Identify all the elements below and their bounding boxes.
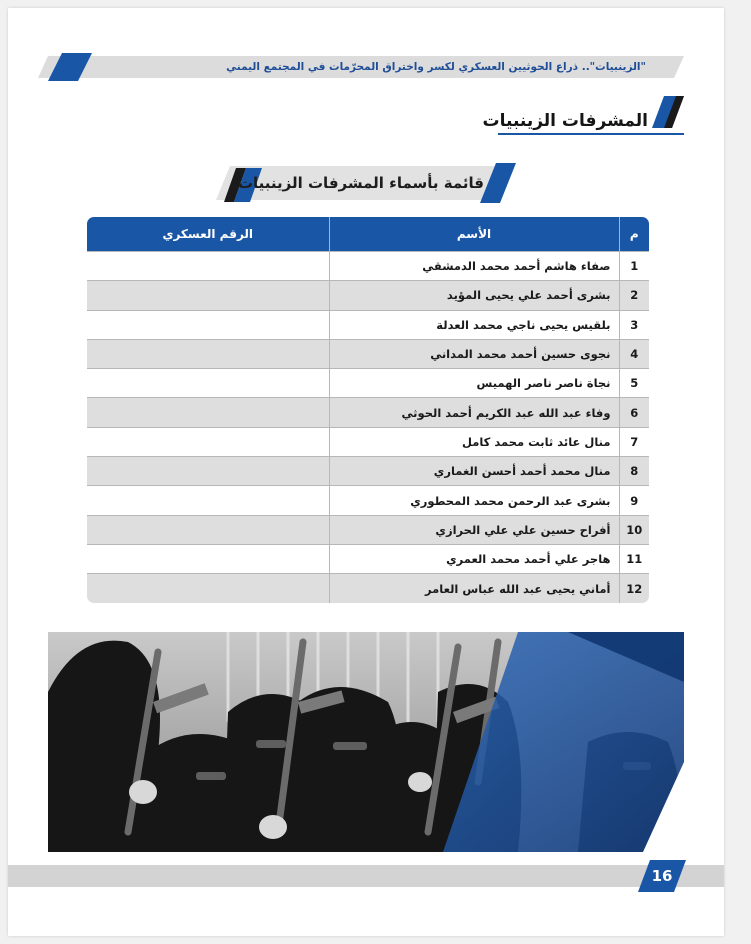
column-header-military-number: الرقم العسكري <box>87 217 329 252</box>
table-header-row <box>87 217 649 252</box>
row-number: 10 <box>619 515 649 544</box>
row-name: منال محمد أحمد أحسن الغماري <box>329 457 619 486</box>
row-name: بشرى عبد الرحمن محمد المحطوري <box>329 486 619 515</box>
row-military-number <box>87 574 329 603</box>
row-military-number <box>87 369 329 398</box>
row-number: 7 <box>619 427 649 456</box>
row-number: 5 <box>619 369 649 398</box>
row-military-number <box>87 310 329 339</box>
row-name: أفراح حسين علي علي الحرازي <box>329 515 619 544</box>
column-header-name: الأسم <box>329 217 619 252</box>
photo-armed-women <box>48 632 684 852</box>
row-name: نجاة ناصر ناصر الهميس <box>329 369 619 398</box>
table-row <box>87 398 649 427</box>
document-page <box>8 8 724 936</box>
subtitle-text: قائمة بأسماء المشرفات الزينبيات <box>237 174 484 192</box>
row-name: منال عائد ثابت محمد كامل <box>329 427 619 456</box>
table-row <box>87 281 649 310</box>
row-military-number <box>87 544 329 573</box>
table-row <box>87 310 649 339</box>
row-military-number <box>87 281 329 310</box>
row-number: 4 <box>619 339 649 368</box>
row-number: 3 <box>619 310 649 339</box>
footer-band <box>8 865 724 887</box>
row-number: 1 <box>619 252 649 281</box>
section-underline <box>498 133 684 135</box>
row-name: وفاء عبد الله عبد الكريم أحمد الحوثي <box>329 398 619 427</box>
row-number: 2 <box>619 281 649 310</box>
row-military-number <box>87 398 329 427</box>
section-stripes-icon <box>650 96 684 128</box>
column-header-number: م <box>619 217 649 252</box>
row-military-number <box>87 515 329 544</box>
row-military-number <box>87 486 329 515</box>
table-row <box>87 252 649 281</box>
row-military-number <box>87 427 329 456</box>
row-name: بلقيس يحيى ناجي محمد العدلة <box>329 310 619 339</box>
row-name: أماني يحيى عبد الله عباس العامر <box>329 574 619 603</box>
table-row <box>87 544 649 573</box>
table-row <box>87 486 649 515</box>
row-number: 9 <box>619 486 649 515</box>
table-row <box>87 574 649 603</box>
table-row <box>87 457 649 486</box>
row-name: صفاء هاشم أحمد محمد الدمشقي <box>329 252 619 281</box>
row-number: 11 <box>619 544 649 573</box>
row-name: بشرى أحمد علي يحيى المؤيد <box>329 281 619 310</box>
row-number: 8 <box>619 457 649 486</box>
table-row <box>87 369 649 398</box>
row-number: 12 <box>619 574 649 603</box>
table-row <box>87 515 649 544</box>
header-title: "الزينبيات".. ذراع الحوثيين العسكري لكسر واختراق المحرّمات في المجتمع اليمني <box>226 61 646 73</box>
table-row <box>87 339 649 368</box>
row-military-number <box>87 339 329 368</box>
section-title: المشرفات الزينبيات <box>482 111 648 131</box>
row-military-number <box>87 252 329 281</box>
row-name: هاجر علي أحمد محمد العمري <box>329 544 619 573</box>
names-table <box>87 217 649 603</box>
page-number: 16 <box>651 867 673 885</box>
row-number: 6 <box>619 398 649 427</box>
row-military-number <box>87 457 329 486</box>
row-name: نجوى حسين أحمد محمد المداني <box>329 339 619 368</box>
table-row <box>87 427 649 456</box>
